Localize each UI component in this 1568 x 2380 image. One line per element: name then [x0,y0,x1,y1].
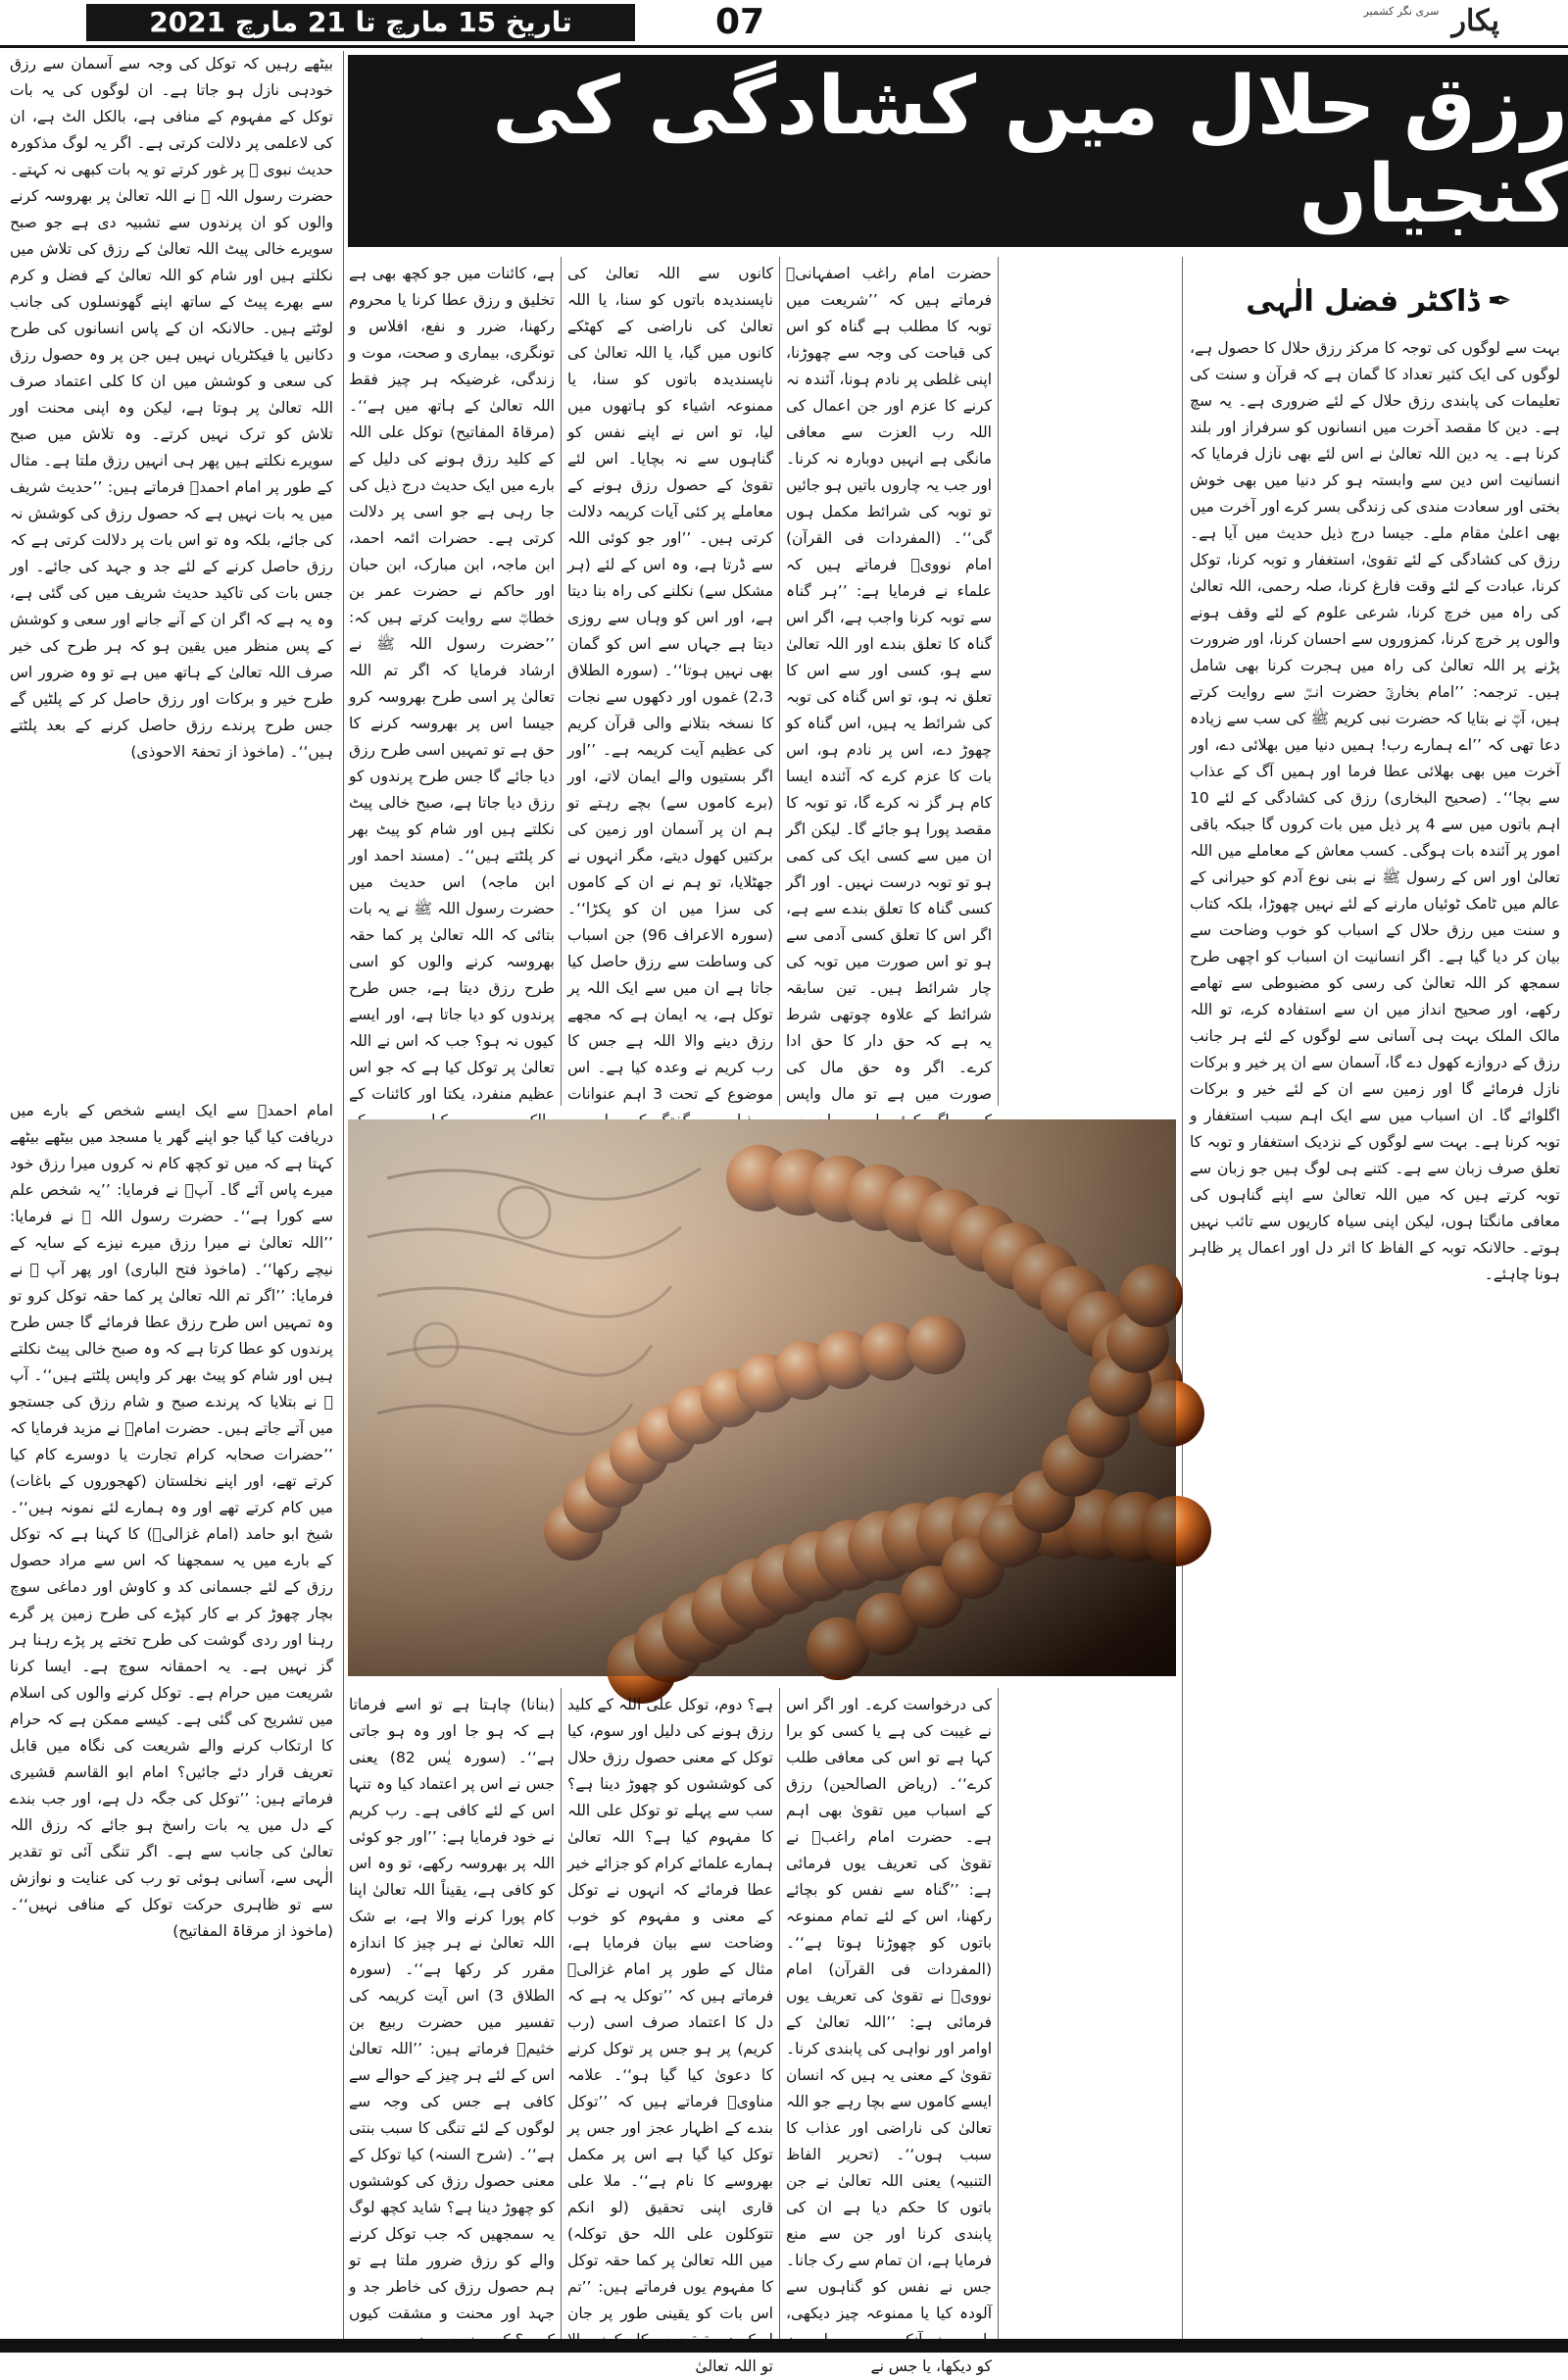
issue-date: تاریخ 15 مارچ تا 21 مارچ 2021 [86,4,635,41]
page-number: 07 [715,2,765,42]
article-paragraph: بہت سے لوگوں کی توجہ کا مرکز رزق حلال کا حصول ہے، لوگوں کی ایک کثیر تعداد کا گمان ہے کہ قرآن و سنت کی تعلیمات کی پابندی رزق حلال کے لئے ضروری ہے۔ یہ سچ ہے۔ دین کا مقصد آخرت میں انسانوں کو سرفراز اور بلند کرنا ہے۔ یہ دین اللہ تعالیٰ نے اس لئے بھی نازل فرمایا کہ انسانیت اس دین سے وابستہ ہو کر دنیا میں بھی خوش بختی اور سعادت مندی کی زندگی بسر کرے اور آخرت میں بھی اعلیٰ مقام ملے۔ جیسا درج ذیل حدیث میں آیا ہے۔ رزق کی کشادگی کے لئے تقویٰ، استغفار و توبہ کرنا، توکل کرنا، عبادت کے لئے وقت فارغ کرنا، صلہ رحمی، اللہ تعالیٰ کی راہ میں خرچ کرنا، شرعی علوم کے لئے وقف ہونے والوں پر خرچ کرنا، کمزوروں سے احسان کرنا، اور ضرورت پڑنے پر اللہ تعالیٰ کی راہ میں ہجرت کرنا بھی شامل ہیں۔ ترجمہ: ’’امام بخاریؒ حضرت انسؓ سے روایت کرتے ہیں، آپؓ نے بتایا کہ حضرت نبی کریم ﷺ کی سب سے زیادہ دعا تھی کہ ’’اے ہمارے رب! ہمیں دنیا میں بھلائی دے، اور آخرت میں بھی بھلائی عطا فرما اور ہمیں آگ کے عذاب سے بچا‘‘۔ (صحیح البخاری) رزق کی کشادگی کے لئے 10 اہم باتوں میں سے 4 پر ذیل میں بات کروں گا جبکہ باقی امور پر آئندہ بات ہوگی۔ کسب معاش کے معاملے میں اللہ تعالیٰ اور اس کے رسول ﷺ نے بنی نوع آدم کو حیرانی کے عالم میں ٹامک ٹوئیاں مارنے کے لئے نہیں چھوڑا، بلکہ کتاب و سنت میں رزق حلال کے اسباب کو خوب وضاحت سے بیان کر دیا گیا ہے۔ اگر انسانیت ان اسباب کو اچھی طرح سمجھ کر اللہ تعالیٰ کی رسی کو مضبوطی سے تھامے رکھے، اور صحیح انداز میں ان سے استفادہ کرے، تو اللہ مالک الملک بہت ہی آسانی سے لوگوں کے لئے ہر جانب رزق کے دروازے کھول دے گا، آسمان سے ان پر خیر و برکات نازل فرمائے گا اور زمین سے ان کے لئے خیر و برکات اگلوائے گا۔ ان اسباب میں سے ایک اہم سبب استغفار و توبہ کرنا ہے۔ بہت سے لوگوں کے نزدیک استغفار و توبہ کا تعلق صرف زبان سے ہے۔ کتنے ہی لوگ ہیں جو زبان سے توبہ کرتے ہیں کہ میں اللہ تعالیٰ سے اپنے گناہوں کی معافی مانگتا ہوں، لیکن اپنی سیاہ کاریوں سے تائب نہیں ہوتے۔ حالانکہ توبہ کے الفاظ کا اثر دل اور اعمال پر ظاہر ہونا چاہئے۔ [1190,339,1560,1283]
article-column-3-bottom [567,1692,773,2375]
article-paragraph: بیٹھے رہیں کہ توکل کی وجہ سے آسمان سے رزق خودہی نازل ہو جاتا ہے۔ ان لوگوں کی یہ بات توکل کے مفہوم کے منافی ہے، بالکل الٹ ہے، ان کی لاعلمی پر دلالت کرتی ہے۔ اگر یہ لوگ مذکورہ حدیث نبوی ﷺ پر غور کرتے تو یہ بات کبھی نہ کہتے۔ حضرت رسول اللہ ﷺ نے اللہ تعالیٰ پر بھروسہ کرنے والوں کو ان پرندوں سے تشبیہ دی ہے جو صبح سویرے خالی پیٹ اللہ تعالیٰ کے رزق کی تلاش میں نکلتے ہیں اور شام کو اللہ تعالیٰ کے فضل و کرم سے بھرے پیٹ کے ساتھ اپنے گھونسلوں کی جانب لوٹتے ہیں۔ حالانکہ ان کے پاس انسانوں کی طرح دکانیں یا فیکٹریاں نہیں ہیں جن پر وہ حصول رزق کی سعی و کوشش میں ان کا کلی اعتماد صرف اللہ تعالیٰ پر ہوتا ہے، لیکن وہ اپنی محنت اور تلاش کو ترک نہیں کرتے۔ وہ تلاش میں صبح سویرے نکلتے ہیں پھر ہی انہیں رزق ملتا ہے۔ مثال کے طور پر امام احمدؒ فرماتے ہیں: ’’حدیث شریف میں یہ بات نہیں ہے کہ حصول رزق کی کوشش نہ کی جائے، بلکہ وہ تو اس بات پر دلالت کرتی ہے کہ رزق حاصل کرنے کے لئے جد و جہد کی جائے۔ اور جس بات کی تاکید حدیث شریف میں کی گئی ہے، وہ یہ ہے کہ اگر ان کے آنے جانے اور سعی و کوشش کے پس منظر میں یقین ہو کہ ہر طرح کی خیر صرف اللہ تعالیٰ کے ہاتھ میں ہے تو وہ ضرور اس طرح خیر و برکات اور رزق حاصل کر کے پلٹیں گے جس طرح پرندے رزق حاصل کرنے کے بعد پلٹتے ہیں‘‘۔ (ماخوذ از تحفۃ الاحوذی) [10,55,333,761]
column-divider [998,257,999,1106]
pen-icon: ✒ [1487,284,1512,319]
article-photo [348,1119,1176,1676]
article-paragraph: ہے، کائنات میں جو کچھ بھی ہے تخلیق و رزق عطا کرنا یا محروم رکھنا، ضرر و نفع، افلاس و تونگری، بیماری و صحت، موت و زندگی، غرضیکہ ہر چیز فقط اللہ تعالیٰ کے ہاتھ میں ہے‘‘۔ (مرقاۃ المفاتیح) توکل علی اللہ کے کلید رزق ہونے کی دلیل کے بارے میں ایک حدیث درج ذیل کی جا رہی ہے جو اسی پر دلالت کرتی ہے۔ حضرات ائمہ احمد، ابن ماجہ، ابن مبارک، ابن حبان اور حاکم نے حضرت عمر بن خطابؓ سے روایت کرتے ہیں کہ: ’’حضرت رسول اللہ ﷺ نے ارشاد فرمایا کہ اگر تم اللہ تعالیٰ پر اسی طرح بھروسہ کرو جیسا اس پر بھروسہ کرنے کا حق ہے تو تمہیں اسی طرح رزق دیا جائے گا جس طرح پرندوں کو رزق دیا جاتا ہے، صبح خالی پیٹ نکلتے ہیں اور شام کو پیٹ بھر کر پلٹتے ہیں‘‘۔ (مسند احمد اور ابن ماجہ) اس حدیث میں حضرت رسول اللہ ﷺ نے یہ بات بتائی کہ اللہ تعالیٰ پر کما حقہ بھروسہ کرنے والوں کو اسی طرح رزق دیتا ہے، جس طرح پرندوں کو دیا جاتا ہے، اور ایسے کیوں نہ ہو؟ جب کہ اس نے اللہ تعالیٰ پر توکل کیا ہے کہ جو اس عظیم منفرد، یکتا اور کائنات کے [349,265,555,1103]
column-divider [779,1688,780,2339]
article-column-2-bottom [349,1692,555,2335]
article-paragraph: امام احمدؒ سے ایک ایسے شخص کے بارے میں دریافت کیا گیا جو اپنے گھر یا مسجد میں بیٹھے بیٹھے کہتا ہے کہ میں تو کچھ کام نہ کروں میرا رزق خود میرے پاس آئے گا۔ آپؒ نے فرمایا: ’’یہ شخص علم سے کورا ہے‘‘۔ حضرت رسول اللہ ﷺ نے فرمایا: ’’اللہ تعالیٰ نے میرا رزق میرے نیزے کے سایہ کے نیچے رکھا‘‘۔ (ماخوذ فتح الباری) اور پھر آپ ﷺ نے فرمایا: ’’اگر تم اللہ تعالیٰ پر کما حقہ توکل کرو تو وہ تمہیں اس طرح رزق عطا فرمائے گا جس طرح پرندوں کو عطا کرتا ہے کہ وہ صبح خالی پیٹ نکلتے ہیں اور شام کو پیٹ بھر کر واپس پلٹتے ہیں‘‘۔ آپ ﷺ نے بتلایا کہ پرندے صبح و شام رزق کی جستجو میں آتے جاتے ہیں۔ حضرت امامؒ نے مزید فرمایا کہ ’’حضرات صحابہ کرام تجارت یا دوسرے کام کیا کرتے تھے، اور اپنے نخلستان (کھجوروں کے باغات) میں کام کرتے تھے اور وہ ہمارے لئے نمونہ ہیں‘‘۔ شیخ ابو حامد (امام غزالیؒ) کا کہنا ہے کہ توکل کے بارے میں یہ سمجھنا کہ اس سے مراد حصول رزق کے لئے جسمانی کد و کاوش اور دماغی سوچ بچار چھوڑ کر بے کار کپڑے کی طرح زمین پر گرے رہنا اور ردی گوشت کی طرح تختے پر پڑے رہنا ہر گز نہیں ہے۔ یہ احمقانہ سوچ ہے۔ ایسا کرنا شریعت میں حرام ہے۔ توکل کرنے والوں کی اسلام میں تشریح کی گئی ہے۔ کیسے ممکن ہے کہ حرام کا ارتکاب کرنے والے شریعت کی نگاہ میں قابل تعریف قرار دئے جائیں؟ امام ابو القاسم قشیری فرماتے ہیں: ’’توکل کی جگہ دل ہے، اور جب بندے کے دل میں یہ بات راسخ ہو جائے کہ رزق اللہ تعالیٰ کی جانب سے ہے۔ اگر تنگی آئی تو تقدیر الٰہی سے، آسانی ہوئی تو رب کی عنایت و نوازش سے تو ظاہری حرکت توکل کے منافی نہیں‘‘۔ (ماخوذ از مرقاۃ المفاتیح) [10,1102,333,1940]
headline: رزق حلال میں کشادگی کی کنجیاں [492,59,1568,241]
masthead-logo: پکار [1451,4,1499,38]
article-column-3-top [567,261,773,1104]
column-divider [343,51,344,2339]
article-column-4-bottom [786,1692,992,2375]
column-divider [998,1688,999,2339]
author-byline [1198,282,1560,322]
article-column-1-bottom [10,1098,333,2335]
page-header [0,0,1568,48]
headline-banner [348,55,1568,247]
prayer-beads-image [348,1119,1176,1676]
article-paragraph: کی درخواست کرے۔ اور اگر اس نے غیبت کی ہے یا کسی کو برا کہا ہے تو اس کی معافی طلب کرے‘‘۔ (ریاض الصالحین) رزق کے اسباب میں تقویٰ بھی اہم ہے۔ حضرت امام راغبؒ نے تقویٰ کی تعریف یوں فرمائی ہے: ’’گناہ سے نفس کو بچائے رکھنا، اس کے لئے تمام ممنوعہ باتوں کو چھوڑنا ہوتا ہے‘‘۔ (المفردات فی القرآن) امام نوویؒ نے تقویٰ کی تعریف یوں فرمائی ہے: ’’اللہ تعالیٰ کے اوامر اور نواہی کی پابندی کرنا۔ تقویٰ کے معنی یہ ہیں کہ انسان ایسے کاموں سے بچا رہے جو اللہ تعالیٰ کی ناراضی اور عذاب کا سبب ہوں‘‘۔ (تحریر الفاظ التنبیہ) یعنی اللہ تعالیٰ نے جن باتوں کا حکم دیا ہے ان کی پابندی کرنا اور جن سے منع فرمایا ہے، ان تمام سے رک جانا۔ جس نے نفس کو گناہوں سے آلودہ کیا یا ممنوعہ چیز دیکھی، کو دیکھا، یا جس نے [786,1696,992,2375]
masthead-tagline: سری نگر کشمیر [1363,5,1440,18]
article-paragraph: حضرت امام راغب اصفہانیؒ فرماتے ہیں کہ ’’شریعت میں توبہ کا مطلب ہے گناہ کو اس کی قباحت کی وجہ سے چھوڑنا، اپنی غلطی پر نادم ہونا، آئندہ نہ کرنے کا عزم اور جن اعمال کی اللہ رب العزت سے معافی مانگی ہے انہیں دوبارہ نہ کرنا۔ اور جب یہ چاروں باتیں ہو جائیں تو توبہ کی شرائط مکمل ہوں گی‘‘۔ (المفردات فی القرآن) امام نوویؒ فرماتے ہیں کہ علماء نے فرمایا ہے: ’’ہر گناہ سے توبہ کرنا واجب ہے، اگر اس گناہ کا تعلق بندے اور اللہ تعالیٰ سے ہو، کسی اور سے اس کا تعلق نہ ہو، تو اس گناہ کی توبہ کی شرائط یہ ہیں، اس گناہ کو چھوڑ دے، اس پر نادم ہو، اس بات کا عزم کرے کہ آئندہ ایسا کام ہر گز نہ کرے گا، تو توبہ کا مقصد پورا ہو جائے گا۔ لیکن اگر ان میں سے کسی ایک کی کمی ہو تو توبہ درست نہیں۔ اور اگر کسی گناہ کا تعلق بندے سے ہے، اگر اس کا تعلق کسی آدمی سے ہو تو اس صورت میں توبہ کی چار شرائط ہیں۔ تین سابقہ شرائط کے علاوہ چوتھی شرط یہ ہے کہ حق دار کا حق ادا کرے۔ اگر وہ حق مال کی صورت میں ہے تو مال واپس [786,265,992,1103]
column-divider [561,257,562,1106]
article-paragraph: کانوں سے اللہ تعالیٰ کی ناپسندیدہ باتوں کو سنا، یا اللہ تعالیٰ کی ناراضی کے کھٹکے کانوں میں گیا، یا اللہ تعالیٰ کی ناپسندیدہ باتوں کو سنا، یا ممنوعہ اشیاء کو ہاتھوں میں لیا، تو اس نے اپنے نفس کو گناہوں سے نہ بچایا۔ اس لئے تقویٰ کے حصول رزق ہونے کے معاملے پر کئی آیات کریمہ دلالت کرتی ہیں۔ ’’اور جو کوئی اللہ سے ڈرتا ہے، وہ اس کے لئے (ہر مشکل سے) نکلنے کی راہ بنا دیتا ہے، اور اس کو وہاں سے روزی دیتا ہے جہاں سے اس کو گمان بھی نہیں ہوتا‘‘۔ (سورہ الطلاق 2،3) غموں اور دکھوں سے نجات کا نسخہ بتلانے والی قرآن کریم کی عظیم آیت کریمہ ہے۔ ’’اور اگر بستیوں والے ایمان لاتے، اور (برے کاموں سے) بچے رہتے تو ہم ان پر آسمان اور زمین کی برکتیں کھول دیتے، مگر انہوں نے جھٹلایا، تو ہم نے ان کے کاموں کی سزا میں ان کو پکڑا‘‘۔ (سورہ الاعراف 96) جن اسباب کی وساطت سے رزق حاصل کیا جاتا ہے ان میں سے ایک اللہ پر توکل ہے، یہ ایمان ہے کہ مجھے رزق دینے والا اللہ ہے جس کا رب کریم نے وعدہ کیا ہے۔ اس موضوع کے تحت 3 اہم عنوانات [567,265,773,1103]
column-divider [561,1688,562,2339]
article-column-2-top [349,261,555,1104]
column-divider [779,257,780,1106]
article-column-5 [1190,335,1560,2335]
newspaper-masthead [1225,6,1499,37]
article-column-1-top [10,51,333,1090]
article-paragraph: ہے؟ دوم، توکل علی اللہ کے کلید رزق ہونے کی دلیل اور سوم، کیا توکل کے معنی حصول رزق حلال کی کوششوں کو چھوڑ دینا ہے؟ سب سے پہلے تو توکل علی اللہ کا مفہوم کیا ہے؟ اللہ تعالیٰ ہمارے علمائے کرام کو جزائے خیر عطا فرمائے کہ انہوں نے توکل کے معنی و مفہوم کو خوب وضاحت سے بیان فرمایا ہے، مثال کے طور پر امام غزالیؒ فرماتے ہیں کہ ’’توکل یہ ہے کہ دل کا اعتماد صرف اسی (رب کریم) پر ہو جس پر توکل کرنے کا دعویٰ کیا گیا ہو‘‘۔ علامہ مناویؒ فرماتے ہیں کہ ’’توکل بندے کے اظہار عجز اور جس پر توکل کیا گیا ہے اس پر مکمل بھروسے کا نام ہے‘‘۔ ملا علی قاری اپنی تحقیق (لو انکم تتوکلون علی اللہ حق توکلہ) میں اللہ تعالیٰ پر کما حقہ توکل کا مفہوم یوں فرماتے ہیں: ’’تم اس بات کو یقینی طور پر جان تو اللہ تعالیٰ [567,1696,773,2375]
article-paragraph: (بنانا) چاہتا ہے تو اسے فرماتا ہے کہ ہو جا اور وہ ہو جاتی ہے‘‘۔ (سورہ یٰس 82) یعنی جس نے اس پر اعتماد کیا وہ تنہا اس کے لئے کافی ہے۔ رب کریم نے خود فرمایا ہے: ’’اور جو کوئی اللہ پر بھروسہ رکھے، تو وہ اس کو کافی ہے، یقیناً اللہ تعالیٰ اپنا کام پورا کرنے والا ہے، بے شک اللہ تعالیٰ نے ہر چیز کا اندازہ مقرر کر رکھا ہے‘‘۔ (سورہ الطلاق 3) اس آیت کریمہ کی تفسیر میں حضرت ربیع بن خثیمؒ فرماتے ہیں: ’’اللہ تعالیٰ اس کے لئے ہر چیز کے حوالے سے کافی ہے جس کی وجہ سے لوگوں کے لئے تنگی کا سبب بنتی ہے‘‘۔ (شرح السنہ) کیا توکل کے معنی حصول رزق کی کوششوں کو چھوڑ دینا ہے؟ شاید کچھ لوگ یہ سمجھیں کہ جب توکل کرنے والے کو رزق ضرور ملتا ہے تو ہم حصول رزق کی خاطر جد و جہد اور محنت و مشقت کیوں [349,1696,555,2322]
article-column-4-top [786,261,992,1104]
author-name: ڈاکٹر فضل الٰہی [1246,284,1480,319]
page-footer-bar [0,2339,1568,2353]
